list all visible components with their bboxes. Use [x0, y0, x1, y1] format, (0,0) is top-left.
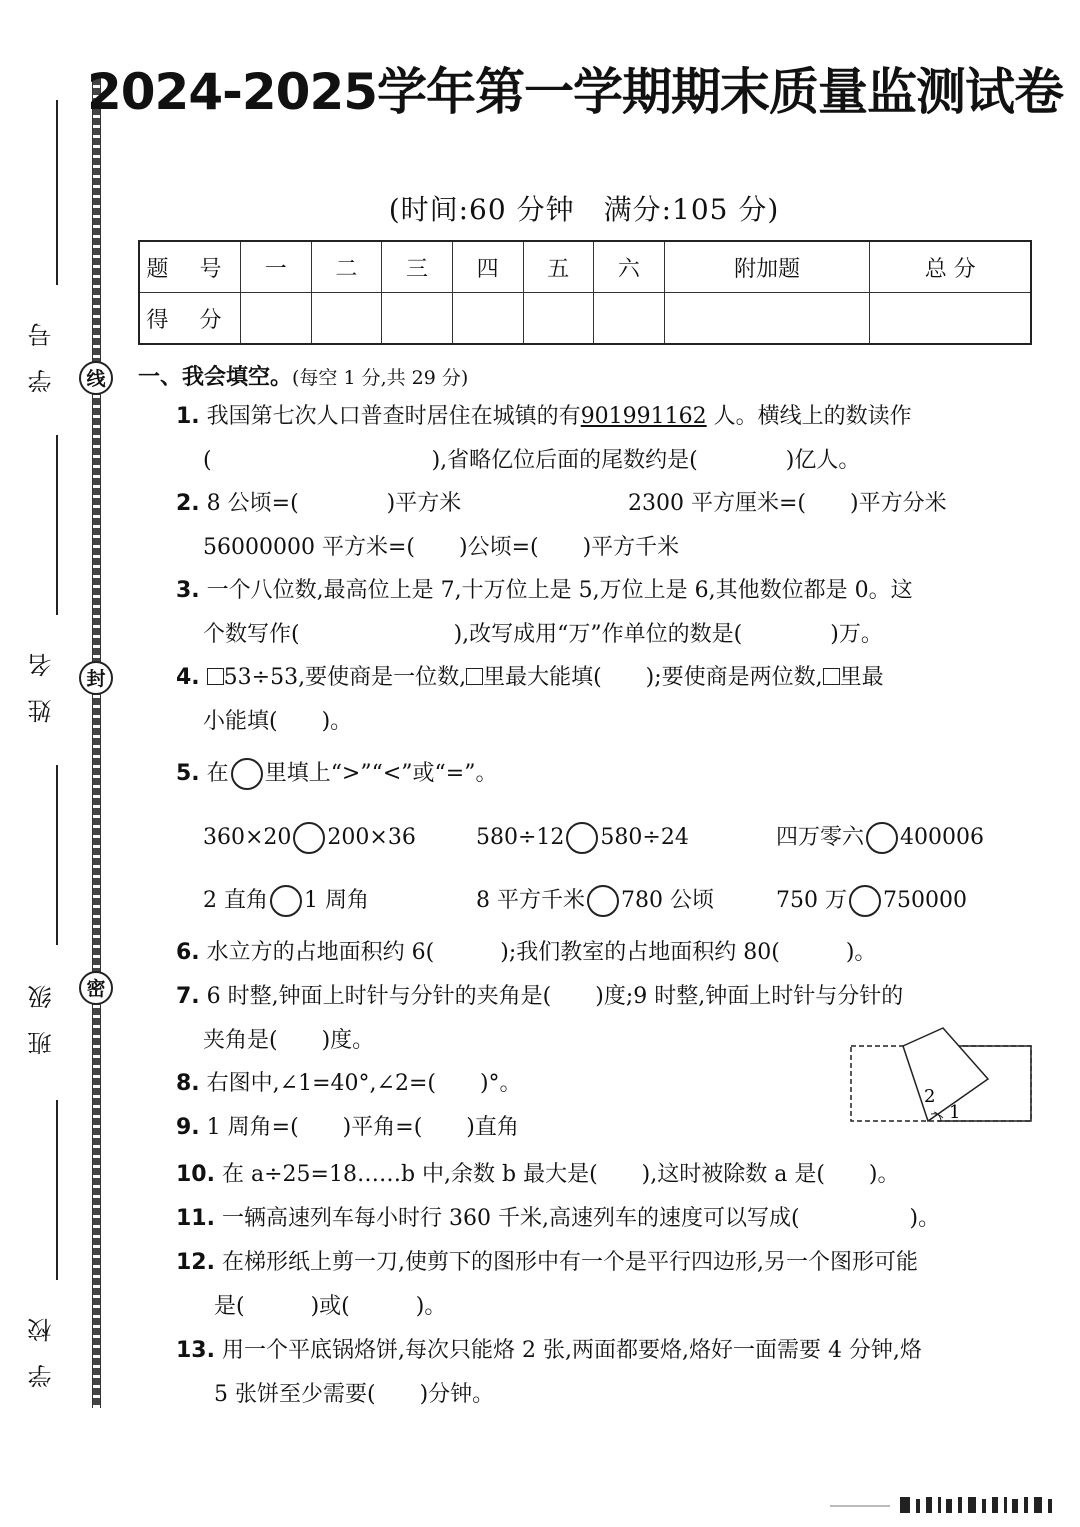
q7-text-a: 6 时整,钟面上时针与分针的夹角是( )度;9 时整,钟面上时针与分针的	[206, 984, 904, 1009]
column-header: 总 分	[870, 241, 1031, 293]
seal-xian: 线	[79, 361, 113, 395]
column-header: 三	[382, 241, 453, 293]
q5-pair-right: 400006	[900, 825, 984, 850]
score-cell[interactable]	[870, 293, 1031, 345]
label-school: 学校	[28, 1296, 56, 1389]
score-table-header-row	[139, 241, 1031, 293]
q5-pair-left: 8 平方千米	[476, 888, 585, 913]
column-header: 二	[311, 241, 382, 293]
q4-text-a3: 里最	[839, 665, 884, 690]
compare-circle[interactable]	[566, 822, 598, 854]
q1-text-a: 我国第七次人口普查时居住在城镇的有	[206, 404, 581, 429]
square-box-icon	[207, 668, 224, 685]
compare-circle[interactable]	[270, 885, 302, 917]
q10-number: 10.	[176, 1162, 215, 1187]
q6-number: 6.	[176, 940, 200, 965]
score-cell[interactable]	[241, 293, 312, 345]
q4-text-a2: 里最大能填( );要使商是两位数,	[483, 665, 823, 690]
q5-pair-right: 1 周角	[304, 888, 369, 913]
q2-line1	[176, 489, 461, 519]
q4-number: 4.	[176, 665, 200, 690]
q10-text: 在 a÷25=18……b 中,余数 b 最大是( ),这时被除数 a 是( )。	[221, 1162, 900, 1187]
compare-circle[interactable]	[849, 885, 881, 917]
q4-line1	[176, 663, 884, 693]
q5-number: 5.	[176, 761, 200, 786]
q5-pair	[776, 885, 967, 917]
q7-number: 7.	[176, 984, 200, 1009]
q5-pair	[203, 885, 369, 917]
q9-number: 9.	[176, 1115, 200, 1140]
section1-title: 一、我会填空。	[138, 365, 293, 390]
q5-pair-left: 360×20	[203, 825, 292, 850]
angle-1-label: 1	[949, 1102, 961, 1123]
q4-line2: 小能填( )。	[203, 709, 353, 734]
q3-number: 3.	[176, 578, 200, 603]
q8-folded-paper-figure	[848, 1026, 1034, 1126]
exam-title: 2024-2025学年第一学期期末质量监测试卷	[86, 63, 1064, 121]
q13-number: 13.	[176, 1338, 215, 1363]
q9-line	[176, 1113, 519, 1143]
circle-blank-icon	[231, 758, 263, 790]
q3-text-a: 一个八位数,最高位上是 7,十万位上是 5,万位上是 6,其他数位都是 0。这	[206, 578, 913, 603]
q3-line2: 个数写作( ),改写成用“万”作单位的数是( )万。	[203, 622, 883, 647]
q5-pair-right: 750000	[883, 888, 967, 913]
q11-number: 11.	[176, 1206, 215, 1231]
q1-line1	[176, 402, 912, 432]
q10-line	[176, 1160, 900, 1190]
score-cell[interactable]	[523, 293, 594, 345]
footer-barcode-decoration	[830, 1495, 1060, 1515]
label-student-id: 学号	[28, 301, 56, 394]
cell-row-head-item: 题 号	[139, 241, 241, 293]
q2-line2: 56000000 平方米=( )公顷=( )平方千米	[203, 535, 680, 560]
column-header: 五	[523, 241, 594, 293]
q8-line	[176, 1069, 522, 1099]
q6-text: 水立方的占地面积约 6( );我们教室的占地面积约 80( )。	[206, 940, 877, 965]
q11-text: 一辆高速列车每小时行 360 千米,高速列车的速度可以写成( )。	[221, 1206, 941, 1231]
score-table	[138, 240, 1032, 345]
section1-note: (每空 1 分,共 29 分)	[292, 367, 469, 389]
score-cell[interactable]	[311, 293, 382, 345]
q4-text-a1: 53÷53,要使商是一位数,	[223, 665, 467, 690]
q1-underlined-number: 901991162	[580, 404, 707, 429]
q5-pair-left: 580÷12	[476, 825, 565, 850]
cell-row-head-score: 得 分	[139, 293, 241, 345]
q2-text-a: 8 公顷=( )平方米	[206, 491, 462, 516]
compare-circle[interactable]	[866, 822, 898, 854]
name-blank[interactable]	[56, 435, 58, 615]
q5-line1	[176, 758, 497, 790]
q13-line2: 5 张饼至少需要( )分钟。	[214, 1382, 495, 1407]
exam-subtitle: (时间:60 分钟 满分:105 分)	[388, 193, 780, 226]
seal-feng: 封	[79, 661, 113, 695]
q5-pair-right: 200×36	[327, 825, 416, 850]
label-class: 班级	[28, 963, 56, 1056]
compare-circle[interactable]	[587, 885, 619, 917]
binding-dashed-line	[92, 78, 101, 1408]
q13-text-a: 用一个平底锅烙饼,每次只能烙 2 张,两面都要烙,烙好一面需要 4 分钟,烙	[221, 1338, 922, 1363]
q11-line	[176, 1204, 940, 1234]
q12-line2: 是( )或( )。	[214, 1294, 447, 1319]
column-header: 四	[452, 241, 523, 293]
q5-pair	[203, 822, 416, 854]
q3-line1	[176, 576, 913, 606]
q13-line1	[176, 1336, 922, 1366]
q8-text: 右图中,∠1=40°,∠2=( )°。	[206, 1071, 522, 1096]
q5-pair-left: 2 直角	[203, 888, 268, 913]
score-cell[interactable]	[452, 293, 523, 345]
label-name: 姓名	[28, 631, 56, 724]
q5-pair-left: 四万零六	[776, 825, 865, 850]
q5-pair	[476, 885, 714, 917]
q8-number: 8.	[176, 1071, 200, 1096]
q12-line1	[176, 1248, 918, 1278]
score-cell[interactable]	[664, 293, 870, 345]
q12-text-a: 在梯形纸上剪一刀,使剪下的图形中有一个是平行四边形,另一个图形可能	[221, 1250, 918, 1275]
square-box-icon	[466, 668, 483, 685]
q2-number: 2.	[176, 491, 200, 516]
column-header: 一	[241, 241, 312, 293]
score-table-score-row	[139, 293, 1031, 345]
class-blank[interactable]	[56, 765, 58, 945]
q5-pair-right: 580÷24	[600, 825, 689, 850]
q5-text-a: 在	[206, 761, 229, 786]
q5-pair-left: 750 万	[776, 888, 847, 913]
column-header: 六	[594, 241, 665, 293]
q9-text: 1 周角=( )平角=( )直角	[206, 1115, 519, 1140]
score-cell[interactable]	[382, 293, 453, 345]
column-header: 附加题	[664, 241, 870, 293]
q1-number: 1.	[176, 404, 200, 429]
square-box-icon	[823, 668, 840, 685]
q7-line1	[176, 982, 903, 1012]
section1-heading	[138, 360, 468, 391]
school-blank[interactable]	[56, 1100, 58, 1280]
q5-text-b: 里填上“>”“<”或“=”。	[264, 761, 498, 786]
q7-line2: 夹角是( )度。	[203, 1028, 375, 1053]
q1-line2: ( ),省略亿位后面的尾数约是( )亿人。	[203, 448, 861, 473]
q5-pair	[776, 822, 984, 854]
compare-circle[interactable]	[293, 822, 325, 854]
q1-text-b: 人。横线上的数读作	[713, 404, 912, 429]
q6-line	[176, 938, 876, 968]
score-cell[interactable]	[594, 293, 665, 345]
q5-pair	[476, 822, 689, 854]
q2-text-b: 2300 平方厘米=( )平方分米	[628, 491, 947, 516]
seal-mi: 密	[79, 971, 113, 1005]
angle-2-label: 2	[924, 1086, 936, 1107]
q5-pair-right: 780 公顷	[621, 888, 714, 913]
q12-number: 12.	[176, 1250, 215, 1275]
